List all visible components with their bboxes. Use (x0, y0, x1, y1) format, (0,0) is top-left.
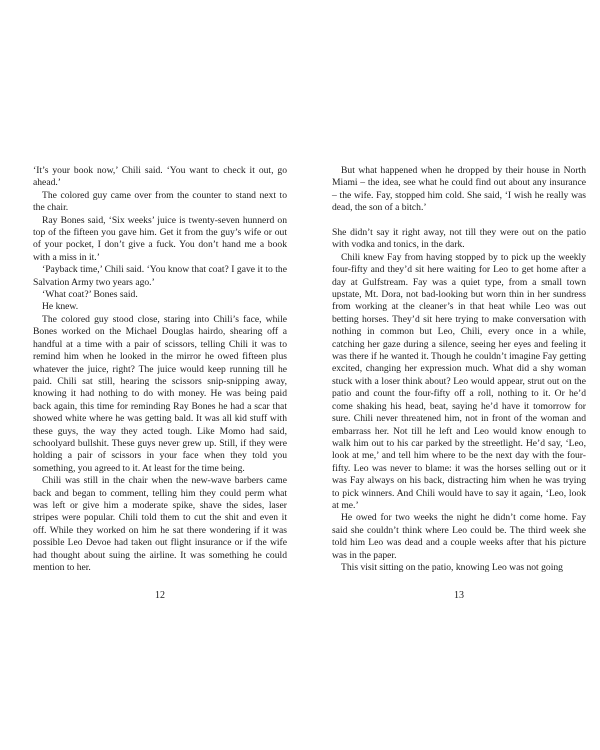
left-paragraph: ‘What coat?’ Bones said. (42, 289, 138, 301)
right-paragraph: He owed for two weeks the night he didn’t come home. Fay said she couldn’t think where Leo could be. The third week she told him Leo was dead and a couple weeks after that his picture was in the paper. (332, 512, 586, 561)
right-paragraph: Chili knew Fay from having stopped by to pick up the weekly four-fifty and they’d sit here waiting for Leo to get home after a day at Gulfstream. Fay was a quiet type, from a small town upstate, Mt. Dora, not bad-looking but worn thin in her sundress from working at the cleaner’s in that heat while Leo was out betting horses. They’d sit here trying to make conversation with nothing in common but Leo, Chili, every once in a while, catching her gaze during a silence, seeing her eyes and feeling it was there if he wanted it. Though he couldn’t imagine Fay getting excited, changing her expression much. What did a shy woman stuck with a loser think about? Leo would appear, strut out on the patio and count the four-fifty off a roll, nothing to it. Or he’d come shaking his head, beat, saying he’d have it tomorrow for sure. Chili never threatened him, not in front of the woman and embarrass her. Not till he left and Leo would know enough to walk him out to his car parked by the streetlight. He’d say, ‘Leo, look at me,’ and tell him where to be the next day with the four-fifty. Leo was never to blame: it was the horses selling out or it was Fay always on his back, distracting him when he was trying to pick winners. And Chili would have to say it again, ‘Leo, look at me.’ (332, 251, 586, 511)
right-paragraph: She didn’t say it right away, not till they were out on the patio with vodka and tonics, in the dark. (332, 227, 586, 251)
left-paragraph: Chili was still in the chair when the new-wave barbers came back and began to comment, telling him they could perm what was left or give him a moderate spike, shave the sides, laser stripes were popular. Chili told them to cut the shit and even it off. While they worked on him he sat there wondering if it was possible Leo Devoe had taken out flight insurance or if the wife had thought about suing the airline. It was something he could mention to her. (33, 475, 287, 573)
left-paragraph: ‘It’s your book now,’ Chili said. ‘You want to check it out, go ahead.’ (33, 165, 287, 189)
left-page-number: 12 (155, 590, 165, 601)
left-page (33, 165, 287, 574)
left-paragraph: The colored guy stood close, staring into Chili’s face, while Bones worked on the Michael Douglas hairdo, shearing off a handful at a time with a pair of scissors, telling Chili it was to remind him when he looked in the mirror he owed fifteen plus whatever the juice, right? The juice would keep running till he paid. Chili sat still, hearing the scissors snip-snipping away, knowing it had nothing to do with money. He was being paid back again, this time for reminding Ray Bones he had a scar that showed white where he was getting bald. It was all kid stuff with these guys, the way they acted tough. Like Momo had said, schoolyard bullshit. These guys never grew up. Still, if they were holding a pair of scissors in your face when they told you something, you agreed to it. At least for the time being. (33, 313, 287, 474)
left-paragraph: Ray Bones said, ‘Six weeks’ juice is twenty-seven hunnerd on top of the fifteen you gave him. Get it from the guy’s wife or out of your pocket, I don’t give a fuck. You don’t hand me a book with a miss in it.’ (33, 214, 287, 263)
left-paragraph: He knew. (42, 301, 79, 313)
right-page-number: 13 (454, 590, 464, 601)
right-paragraph: This visit sitting on the patio, knowing Leo was not going (341, 561, 563, 573)
right-paragraph: But what happened when he dropped by their house in North Miami – the idea, see what he could find out about any insurance – the wife. Fay, stopped him cold. She said, ‘I wish he really was dead, the son of a bitch.’ (332, 165, 586, 214)
left-paragraph: The colored guy came over from the counter to stand next to the chair. (33, 189, 287, 214)
left-paragraph: ‘Payback time,’ Chili said. ‘You know that coat? I gave it to the Salvation Army two years ago.’ (33, 264, 287, 288)
right-page (332, 165, 586, 574)
